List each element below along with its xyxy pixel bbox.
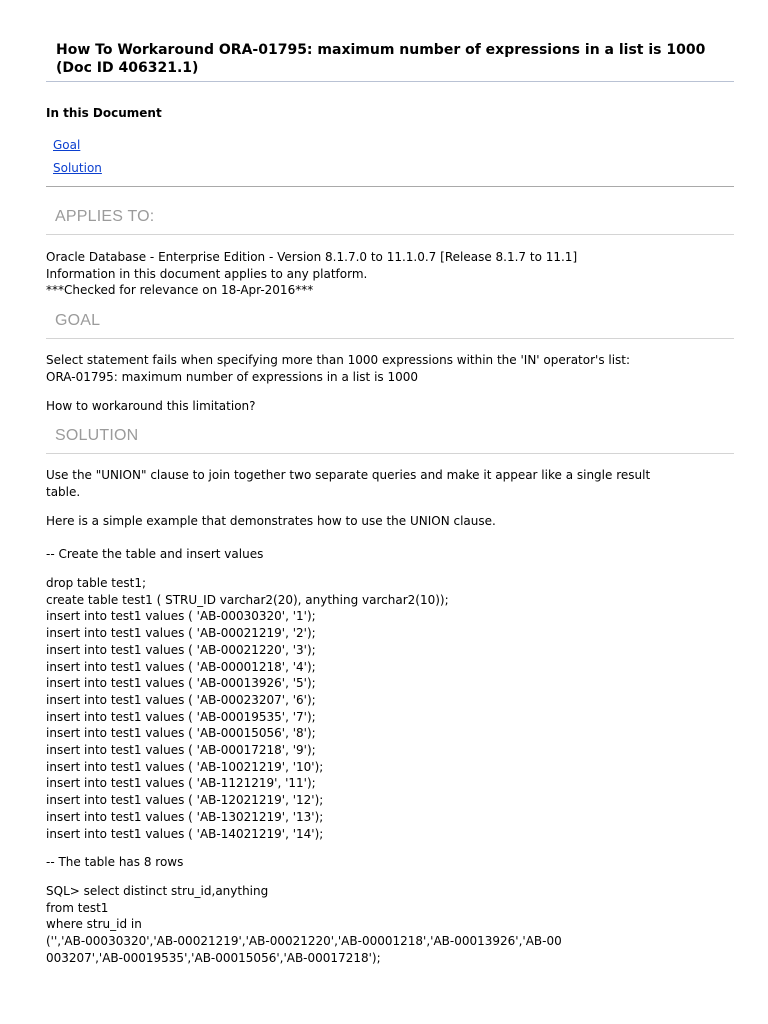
code-line: insert into test1 values ( 'AB-00001218', '4'); [46,659,316,674]
code-line: insert into test1 values ( 'AB-00023207', '6'); [46,692,316,707]
code-line: insert into test1 values ( 'AB-00021220', '3'); [46,642,316,657]
code-line: drop table test1; [46,576,146,591]
solution-example-text: Here is a simple example that demonstrates how to use the UNION clause. [46,513,496,528]
toc-item-goal [53,137,734,160]
applies-to-body [46,249,734,299]
create-comment: -- Create the table and insert values [46,547,264,562]
code-line: insert into test1 values ( 'AB-00021219', '2'); [46,626,316,641]
query-line: from test1 [46,900,109,915]
goal-question: How to workaround this limitation? [46,398,256,413]
code-line: insert into test1 values ( 'AB-00019535', '7'); [46,709,316,724]
code-line: create table test1 ( STRU_ID varchar2(20), anything varchar2(10)); [46,592,449,607]
applies-to-line: Oracle Database - Enterprise Edition - Version 8.1.7.0 to 11.1.0.7 [Release 8.1.7 to 11.1] [46,250,578,264]
query-line: ('','AB-00030320','AB-00021219','AB-00021220','AB-00001218','AB-00013926','AB-00 [46,934,562,949]
code-line: insert into test1 values ( 'AB-13021219', '13'); [46,809,324,824]
query-block [46,883,734,967]
solution-intro-line: table. [46,484,81,499]
toc-link-solution[interactable]: Solution [53,161,102,175]
query-line: where stru_id in [46,917,142,932]
toc-heading: In this Document [46,106,162,120]
goal-line: Select statement fails when specifying more than 1000 expressions within the 'IN' operator's list: [46,353,631,368]
title-divider [46,81,734,82]
query-line: SQL> select distinct stru_id,anything [46,883,269,898]
code-line: insert into test1 values ( 'AB-14021219', '14'); [46,826,324,841]
goal-divider [46,338,734,339]
document-page [46,0,734,967]
code-line: insert into test1 values ( 'AB-1121219', '11'); [46,776,316,791]
solution-heading: SOLUTION [55,427,139,445]
code-block [46,575,734,842]
code-line: insert into test1 values ( 'AB-00017218', '9'); [46,743,316,758]
solution-divider [46,453,734,454]
applies-to-line: ***Checked for relevance on 18-Apr-2016*** [46,283,314,298]
goal-heading: GOAL [55,312,101,330]
toc-list [53,137,734,183]
solution-body [46,467,734,966]
toc-divider [46,186,734,187]
toc-item-solution [53,160,734,183]
toc-link-goal[interactable]: Goal [53,138,81,152]
query-line: 003207','AB-00019535','AB-00015056','AB-00017218'); [46,950,381,965]
code-line: insert into test1 values ( 'AB-10021219', '10'); [46,759,324,774]
code-line: insert into test1 values ( 'AB-00015056', '8'); [46,726,316,741]
code-line: insert into test1 values ( 'AB-12021219', '12'); [46,793,324,808]
code-line: insert into test1 values ( 'AB-00013926', '5'); [46,676,316,691]
goal-body [46,352,734,414]
code-line: insert into test1 values ( 'AB-00030320', '1'); [46,609,316,624]
document-title: How To Workaround ORA-01795: maximum number of expressions in a list is 1000 (Doc ID 406321.1) [56,42,706,76]
solution-intro-line: Use the "UNION" clause to join together two separate queries and make it appear like a single result [46,468,651,483]
rows-comment: -- The table has 8 rows [46,855,184,870]
applies-to-divider [46,234,734,235]
applies-to-line: Information in this document applies to any platform. [46,266,368,281]
applies-to-heading: APPLIES TO: [55,208,155,225]
goal-line: ORA-01795: maximum number of expressions in a list is 1000 [46,369,419,384]
